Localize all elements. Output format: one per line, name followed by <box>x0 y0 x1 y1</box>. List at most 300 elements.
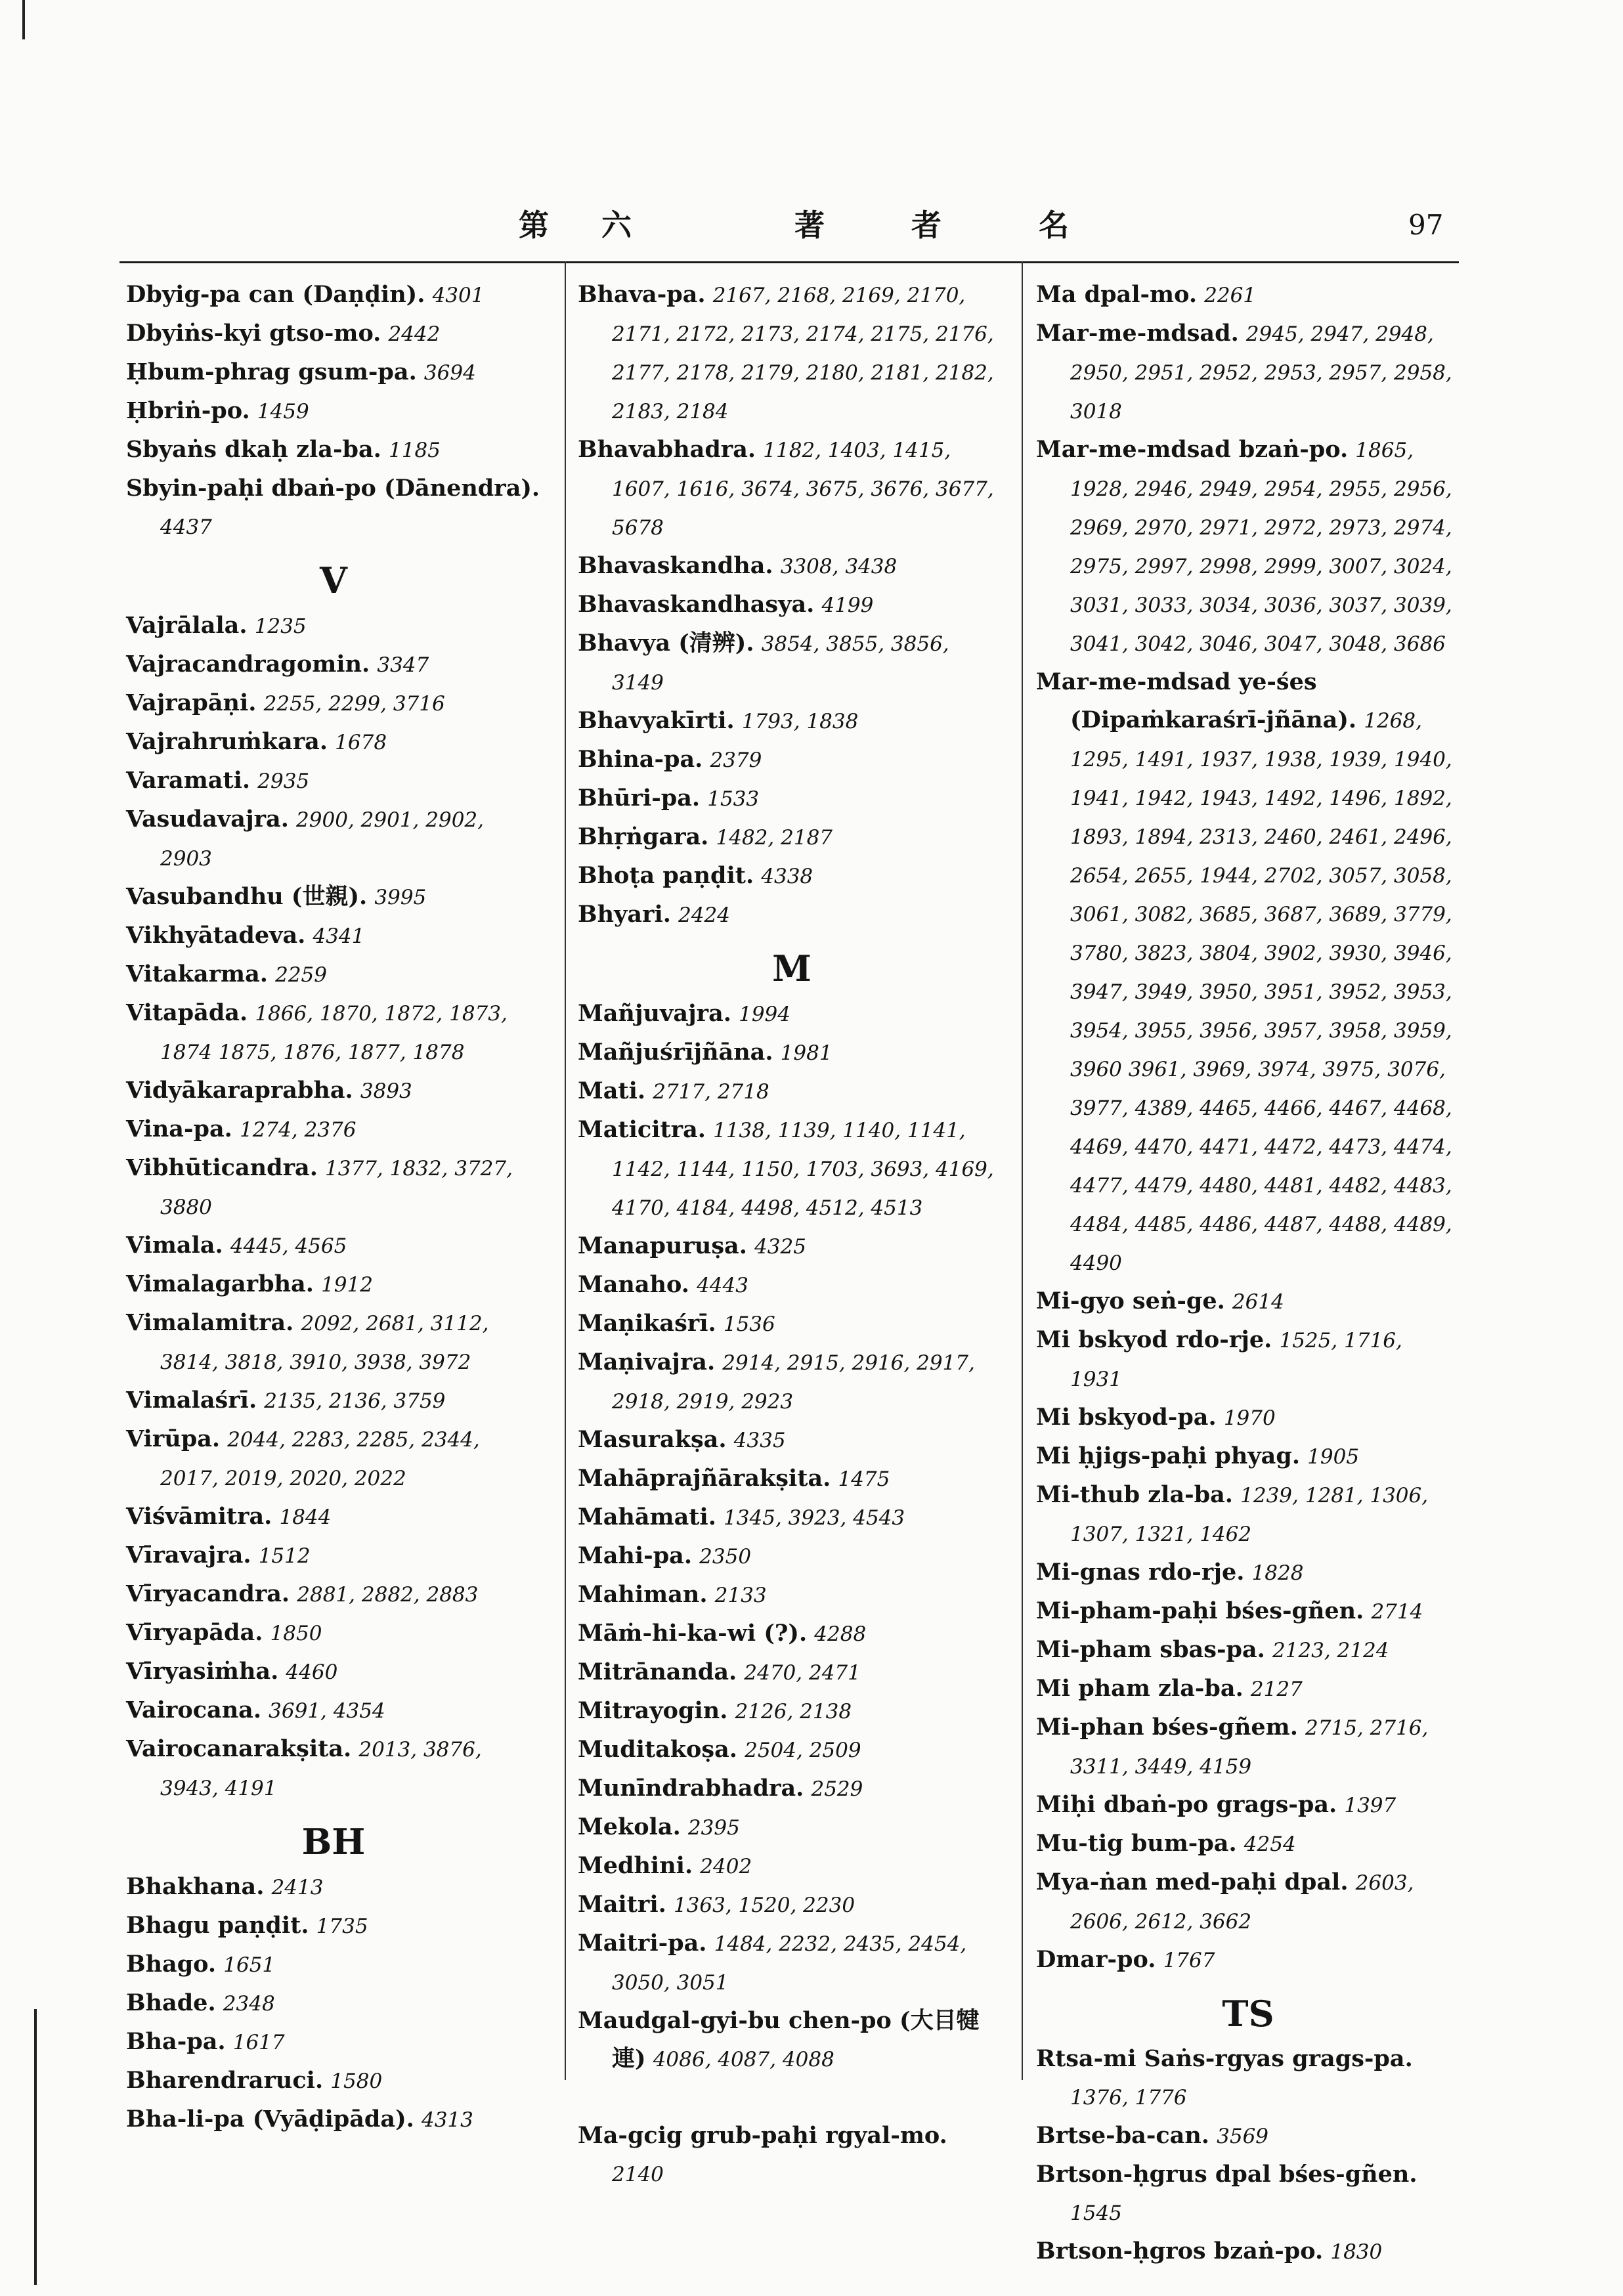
author-name: Mahiman. <box>578 1581 708 1608</box>
author-name: Miḥi dbaṅ-po grags-pa. <box>1036 1791 1337 1818</box>
work-numbers: 1545 <box>1070 2201 1122 2225</box>
index-entry <box>1036 1825 1460 1863</box>
header-char-2: 六 <box>601 207 632 243</box>
author-name: Bhava-pa. <box>578 281 706 308</box>
index-entry <box>578 276 1006 431</box>
index-entry <box>1036 2232 1460 2271</box>
index-entry <box>126 917 541 955</box>
work-numbers: 1830 <box>1330 2240 1383 2264</box>
work-numbers: 2167, 2168, 2169, 2170, 2171, 2172, 2173, 2174, 2175, 2176, 2177, 2178, 2179, 2180, 2181, 2182, 2183, 2184 <box>612 284 994 423</box>
author-name: Mi-pham sbas-pa. <box>1036 1636 1265 1663</box>
index-entry <box>578 1847 1006 1886</box>
author-name: Mati. <box>578 1077 646 1104</box>
work-numbers: 4199 <box>821 594 874 617</box>
author-name: Vitakarma. <box>126 961 268 987</box>
work-numbers: 3694 <box>423 361 476 385</box>
work-numbers: 4288 <box>814 1622 867 1646</box>
work-numbers: 4086, 4087, 4088 <box>653 2048 834 2071</box>
index-entry <box>578 857 1006 896</box>
index-entry <box>578 1576 1006 1614</box>
author-name: Bhyari. <box>578 901 671 928</box>
index-entry <box>126 2100 541 2139</box>
index-entry <box>126 1265 541 1304</box>
author-name: Bhūri-pa. <box>578 785 701 812</box>
column-gap <box>578 2079 1006 2117</box>
author-name: Vikhyātadeva. <box>126 922 306 949</box>
work-numbers: 1482, 2187 <box>716 826 833 850</box>
index-entry <box>1036 1592 1460 1631</box>
author-name: Ma dpal-mo. <box>1036 281 1197 308</box>
author-name: Brtse-ba-can. <box>1036 2122 1209 2149</box>
index-entry <box>126 314 541 353</box>
work-numbers: 1994 <box>739 1003 791 1026</box>
author-name: Mahāmati. <box>578 1504 716 1530</box>
index-entry <box>126 1536 541 1575</box>
index-entry <box>578 586 1006 624</box>
author-name: Sbyin-paḥi dbaṅ-po (Dānendra). <box>126 475 540 502</box>
work-numbers: 3995 <box>374 886 427 909</box>
author-name: Maudgal-gyi-bu chen-po (大目犍連) <box>578 2007 980 2072</box>
index-entry <box>126 431 541 469</box>
index-entry <box>578 818 1006 857</box>
index-column-1 <box>126 276 541 2139</box>
work-numbers: 2123, 2124 <box>1272 1639 1389 1662</box>
index-entry <box>126 1226 541 1265</box>
author-name: Vīravajra. <box>126 1542 251 1569</box>
section-heading: BH <box>301 1821 366 1863</box>
index-entry <box>126 1984 541 2023</box>
index-entry <box>578 995 1006 1033</box>
work-numbers: 1866, 1870, 1872, 1873, 1874 1875, 1876, 1877, 1878 <box>160 1002 508 1064</box>
work-numbers: 4338 <box>761 865 813 888</box>
author-name: Vimala. <box>126 1232 223 1259</box>
author-name: Dmar-po. <box>1036 1946 1156 1973</box>
section-heading: TS <box>1222 1993 1274 2035</box>
work-numbers: 1397 <box>1344 1794 1396 1817</box>
index-entry <box>578 1343 1006 1421</box>
index-entry <box>126 1072 541 1110</box>
author-name: Mañjuvajra. <box>578 1000 731 1027</box>
work-numbers: 2935 <box>257 769 310 793</box>
author-name: Vairocana. <box>126 1697 262 1723</box>
work-numbers: 1905 <box>1307 1445 1360 1469</box>
author-name: Bhavya (清辨). <box>578 630 754 657</box>
author-name: Virūpa. <box>126 1425 221 1452</box>
work-numbers: 1525, 1716, 1931 <box>1070 1329 1402 1391</box>
author-name: Munīndrabhadra. <box>578 1775 804 1802</box>
author-name: Ḥbum-phrag gsum-pa. <box>126 358 417 385</box>
work-numbers: 1912 <box>321 1273 373 1297</box>
index-column-3 <box>1036 276 1460 2271</box>
work-numbers: 1678 <box>335 731 387 754</box>
column-divider-2 <box>1022 261 1023 2080</box>
index-entry <box>126 1575 541 1614</box>
index-entry <box>126 955 541 994</box>
index-entry <box>126 878 541 917</box>
index-entry <box>578 1498 1006 1537</box>
author-name: Vajrālala. <box>126 612 248 639</box>
work-numbers: 4313 <box>421 2108 473 2132</box>
author-name: Bhago. <box>126 1951 217 1978</box>
work-numbers: 1268, 1295, 1491, 1937, 1938, 1939, 1940, 1941, 1942, 1943, 1492, 1496, 1892, 1893, 1894, 2313, 2460, 2461, 2496, 2654, 2655, 1944, 2702, 3057, 3058, 3061, 3082, 3685, 3687, 3689, 3779, 3780, 3823, 3804, 3902, 3930, 3946, 3947, 3949, 3950, 3951, 3952, 3953, 3954, 3955, 3956, 3957, 3958, 3959, 3960 3961, 3969, 3974, 3975, 3076, 3977, 4389, 4465, 4466, 4467, 4468, 4469, 4470, 4471, 4472, 4473, 4474, 4477, 4479, 4480, 4481, 4482, 4483, 4484, 4485, 4486, 4487, 4488, 4489, 4490 <box>1070 709 1452 1275</box>
author-name: Sbyaṅs dkaḥ zla-ba. <box>126 436 381 463</box>
author-name: Mu-tig bum-pa. <box>1036 1830 1237 1857</box>
work-numbers: 1484, 2232, 2435, 2454, 3050, 3051 <box>612 1932 967 1995</box>
author-name: Maṇikaśrī. <box>578 1310 716 1337</box>
work-numbers: 2614 <box>1232 1290 1284 1314</box>
work-numbers: 1138, 1139, 1140, 1141, 1142, 1144, 1150, 1703, 3693, 4169, 4170, 4184, 4498, 4512, 4513 <box>612 1119 994 1220</box>
column-divider-1 <box>565 261 566 2080</box>
index-entry <box>578 1460 1006 1498</box>
work-numbers: 4301 <box>432 284 485 307</box>
work-numbers: 4335 <box>733 1429 786 1452</box>
index-entry <box>1036 1786 1460 1825</box>
author-name: Vajrapāṇi. <box>126 689 257 716</box>
author-name: Mi-pham-paḥi bśes-gñen. <box>1036 1597 1364 1624</box>
work-numbers: 2504, 2509 <box>745 1739 861 1762</box>
author-name: Mar-me-mdsad bzaṅ-po. <box>1036 436 1349 463</box>
work-numbers: 1363, 1520, 2230 <box>673 1894 855 1917</box>
author-name: Mitrayogin. <box>578 1697 728 1724</box>
scan-edge-mark-top <box>22 0 25 39</box>
index-entry <box>578 1421 1006 1460</box>
index-entry <box>126 684 541 723</box>
author-name: Maticitra. <box>578 1116 706 1143</box>
work-numbers: 1536 <box>723 1312 775 1336</box>
index-entry <box>578 547 1006 586</box>
index-entry <box>1036 1708 1460 1786</box>
author-name: Bhṛṅgara. <box>578 823 709 850</box>
author-name: Mi-gnas rdo-rje. <box>1036 1559 1245 1586</box>
index-entry <box>578 1537 1006 1576</box>
author-name: Mahi-pa. <box>578 1542 693 1569</box>
index-entry <box>126 353 541 392</box>
index-entry <box>1036 1398 1460 1437</box>
author-name: Bhavaskandha. <box>578 552 773 579</box>
index-entry <box>126 1868 541 1907</box>
work-numbers: 2715, 2716, 3311, 3449, 4159 <box>1070 1716 1429 1779</box>
author-name: Maitri-pa. <box>578 1930 707 1957</box>
work-numbers: 1767 <box>1163 1949 1215 1972</box>
author-name: Bha-pa. <box>126 2028 226 2055</box>
work-numbers: 1970 <box>1223 1406 1276 1430</box>
index-entry <box>578 1072 1006 1111</box>
author-name: Manaho. <box>578 1271 689 1298</box>
author-name: Vimalaśrī. <box>126 1387 257 1414</box>
index-entry <box>578 1614 1006 1653</box>
index-entry <box>578 1111 1006 1227</box>
index-entry <box>578 1305 1006 1343</box>
index-entry <box>126 994 541 1072</box>
author-name: Mi ḥjigs-paḥi phyag. <box>1036 1442 1301 1469</box>
author-name: Varamati. <box>126 767 251 794</box>
author-name: Dbyiṅs-kyi gtso-mo. <box>126 320 381 347</box>
work-numbers: 4325 <box>754 1235 806 1259</box>
index-entry <box>126 800 541 878</box>
author-name: Manapuruṣa. <box>578 1232 747 1259</box>
author-name: Maitri. <box>578 1891 666 1918</box>
work-numbers: 1617 <box>232 2031 285 2054</box>
work-numbers: 4437 <box>160 515 212 539</box>
author-name: Vibhūticandra. <box>126 1154 318 1181</box>
work-numbers: 2881, 2882, 2883 <box>297 1583 479 1607</box>
index-entry <box>126 469 541 546</box>
work-numbers: 2914, 2915, 2916, 2917, 2918, 2919, 2923 <box>612 1351 975 1414</box>
index-entry <box>578 1653 1006 1692</box>
author-name: Brtson-ḥgros bzaṅ-po. <box>1036 2238 1324 2264</box>
author-name: Vairocanarakṣita. <box>126 1735 352 1762</box>
author-name: Bhoṭa paṇḍit. <box>578 862 754 889</box>
index-entry <box>578 2002 1006 2079</box>
author-name: Vimalamitra. <box>126 1309 294 1336</box>
work-numbers: 1865, 1928, 2946, 2949, 2954, 2955, 2956, 2969, 2970, 2971, 2972, 2973, 2974, 2975, 2997, 2998, 2999, 3007, 3024, 3031, 3033, 3034, 3036, 3037, 3039, 3041, 3042, 3046, 3047, 3048, 3686 <box>1070 439 1452 656</box>
index-entry <box>126 1149 541 1226</box>
author-name: Medhini. <box>578 1852 693 1879</box>
author-name: Māṁ-hi-ka-wi (?). <box>578 1620 808 1647</box>
index-entry <box>126 1730 541 1808</box>
author-name: Muditakoṣa. <box>578 1736 737 1763</box>
index-entry <box>1036 1631 1460 1670</box>
author-name: Bhina-pa. <box>578 746 703 773</box>
index-entry <box>126 276 541 314</box>
index-entry <box>578 1033 1006 1072</box>
author-name: Vasudavajra. <box>126 806 289 833</box>
index-entry <box>1036 2155 1460 2232</box>
header-char-3: 著 <box>794 207 825 243</box>
work-numbers: 2133 <box>714 1584 767 1607</box>
author-name: Bha-li-pa (Vyāḍipāda). <box>126 2106 414 2133</box>
section-heading: M <box>772 947 812 989</box>
index-entry <box>126 1381 541 1420</box>
index-entry <box>1036 1476 1460 1553</box>
index-column-2 <box>578 276 1006 2194</box>
index-entry <box>578 779 1006 818</box>
author-name: Mahāprajñārakṣita. <box>578 1465 831 1492</box>
work-numbers: 2350 <box>699 1545 752 1569</box>
index-entry <box>126 2062 541 2100</box>
work-numbers: 1844 <box>279 1505 332 1529</box>
work-numbers: 2140 <box>612 2163 664 2186</box>
author-name: Mar-me-mdsad. <box>1036 320 1239 347</box>
author-name: Rtsa-mi Saṅs-rgyas grags-pa. <box>1036 2045 1413 2072</box>
author-name: Mi-phan bśes-gñem. <box>1036 1714 1298 1741</box>
index-entry <box>126 1614 541 1653</box>
author-name: Mi bskyod-pa. <box>1036 1404 1217 1431</box>
work-numbers: 1580 <box>330 2069 383 2093</box>
index-entry <box>578 2117 1006 2194</box>
work-numbers: 2717, 2718 <box>653 1080 769 1104</box>
author-name: Vitapāda. <box>126 999 248 1026</box>
index-entry <box>578 1731 1006 1769</box>
index-entry <box>1036 663 1460 1282</box>
author-name: Bhakhana. <box>126 1873 265 1900</box>
index-entry <box>1036 2040 1460 2117</box>
work-numbers: 1235 <box>254 615 307 638</box>
work-numbers: 4341 <box>313 924 365 948</box>
work-numbers: 3569 <box>1217 2125 1269 2148</box>
author-name: Mi-gyo seṅ-ge. <box>1036 1288 1225 1314</box>
index-entry <box>1036 1321 1460 1398</box>
author-name: Viśvāmitra. <box>126 1503 272 1530</box>
header-char-5: 名 <box>1039 207 1069 243</box>
work-numbers: 2092, 2681, 3112, 3814, 3818, 3910, 3938, 3972 <box>160 1312 489 1374</box>
author-name: Bhade. <box>126 1989 216 2016</box>
work-numbers: 3893 <box>360 1079 412 1103</box>
work-numbers: 2044, 2283, 2285, 2344, 2017, 2019, 2020, 2022 <box>160 1428 480 1490</box>
work-numbers: 1651 <box>223 1953 276 1977</box>
work-numbers: 1735 <box>316 1915 368 1938</box>
work-numbers: 1182, 1403, 1415, 1607, 1616, 3674, 3675, 3676, 3677, 5678 <box>612 439 994 540</box>
index-entry <box>578 1886 1006 1924</box>
index-entry <box>578 741 1006 779</box>
work-numbers: 1512 <box>258 1544 311 1568</box>
author-name: Vīryapāda. <box>126 1619 263 1646</box>
index-entry <box>1036 1553 1460 1592</box>
author-name: Mi pham zla-ba. <box>1036 1675 1244 1702</box>
author-name: Dbyig-pa can (Daṇḍin). <box>126 281 425 308</box>
author-name: Bhavaskandhasya. <box>578 591 815 618</box>
scan-edge-mark-bottom <box>34 2009 37 2285</box>
work-numbers: 1345, 3923, 4543 <box>724 1506 905 1530</box>
author-name: Bharendraruci. <box>126 2067 324 2094</box>
work-numbers: 3854, 3855, 3856, 3149 <box>612 632 949 695</box>
author-name: Bhagu paṇḍit. <box>126 1912 309 1939</box>
work-numbers: 4445, 4565 <box>230 1234 347 1258</box>
index-entry <box>126 1907 541 1945</box>
index-entry <box>126 392 541 431</box>
work-numbers: 1274, 2376 <box>239 1118 357 1142</box>
index-entry <box>578 1227 1006 1266</box>
author-name: Vīryasiṁha. <box>126 1658 279 1685</box>
index-entry <box>1036 314 1460 431</box>
index-entry <box>126 1304 541 1381</box>
header-char-1: 第 <box>519 207 549 243</box>
work-numbers: 2013, 3876, 3943, 4191 <box>160 1738 482 1800</box>
index-entry <box>1036 1437 1460 1476</box>
work-numbers: 2402 <box>700 1855 752 1878</box>
index-entry <box>126 2023 541 2062</box>
index-entry <box>126 1945 541 1984</box>
author-name: Mar-me-mdsad ye-śes (Dipaṁkaraśrī-jñāna). <box>1036 668 1357 733</box>
work-numbers: 2261 <box>1204 284 1257 307</box>
work-numbers: 2127 <box>1250 1678 1303 1701</box>
work-numbers: 1828 <box>1251 1561 1304 1585</box>
index-entry <box>578 1266 1006 1305</box>
index-entry <box>126 1691 541 1730</box>
author-name: Brtson-ḥgrus dpal bśes-gñen. <box>1036 2161 1417 2188</box>
author-name: Vasubandhu (世親). <box>126 883 368 910</box>
author-name: Bhavabhadra. <box>578 436 756 463</box>
author-name: Vidyākaraprabha. <box>126 1077 353 1104</box>
work-numbers: 2379 <box>710 748 762 772</box>
index-entry <box>578 1808 1006 1847</box>
work-numbers: 2126, 2138 <box>735 1700 852 1723</box>
author-name: Vajrahruṁkara. <box>126 728 328 755</box>
header-rule <box>119 261 1459 263</box>
work-numbers: 1239, 1281, 1306, 1307, 1321, 1462 <box>1070 1484 1429 1546</box>
work-numbers: 4443 <box>697 1274 748 1297</box>
work-numbers: 2259 <box>275 963 327 987</box>
work-numbers: 2714 <box>1371 1600 1423 1624</box>
work-numbers: 3691, 4354 <box>269 1699 385 1723</box>
author-name: Masurakṣa. <box>578 1426 727 1453</box>
work-numbers: 2348 <box>223 1992 275 2016</box>
author-name: Mañjuśrījñāna. <box>578 1039 773 1066</box>
index-entry <box>578 896 1006 934</box>
index-entry <box>1036 1670 1460 1708</box>
header-char-4: 者 <box>911 207 941 243</box>
work-numbers: 2135, 2136, 3759 <box>264 1389 446 1413</box>
work-numbers: 1475 <box>838 1467 890 1491</box>
index-entry <box>578 1924 1006 2002</box>
index-entry <box>126 645 541 684</box>
author-name: Mi-thub zla-ba. <box>1036 1481 1233 1508</box>
author-name: Maṇivajra. <box>578 1349 716 1375</box>
work-numbers: 2442 <box>388 322 441 346</box>
work-numbers: 1981 <box>780 1041 833 1065</box>
work-numbers: 1533 <box>707 787 760 811</box>
work-numbers: 3347 <box>377 653 429 677</box>
work-numbers: 1376, 1776 <box>1070 2086 1187 2110</box>
author-name: Ma-gcig grub-paḥi rgyal-mo. <box>578 2122 947 2149</box>
index-entry <box>1036 1863 1460 1941</box>
page-number: 97 <box>1408 209 1444 241</box>
work-numbers: 1793, 1838 <box>741 710 859 733</box>
work-numbers: 4254 <box>1244 1832 1296 1856</box>
index-entry <box>126 607 541 645</box>
index-entry <box>1036 2117 1460 2155</box>
work-numbers: 3308, 3438 <box>780 555 898 578</box>
index-entry <box>126 1110 541 1149</box>
work-numbers: 1377, 1832, 3727, 3880 <box>160 1157 513 1219</box>
index-entry <box>578 624 1006 702</box>
author-name: Ḥbriṅ-po. <box>126 397 250 424</box>
index-entry <box>578 702 1006 741</box>
work-numbers: 2945, 2947, 2948, 2950, 2951, 2952, 2953, 2957, 2958, 3018 <box>1070 322 1452 423</box>
author-name: Vīryacandra. <box>126 1580 290 1607</box>
index-entry <box>126 723 541 762</box>
work-numbers: 2255, 2299, 3716 <box>263 692 445 716</box>
work-numbers: 1459 <box>257 400 309 423</box>
author-name: Mya-ṅan med-paḥi dpal. <box>1036 1869 1349 1895</box>
work-numbers: 2395 <box>687 1816 740 1840</box>
index-entry <box>126 762 541 800</box>
index-entry <box>1036 431 1460 663</box>
work-numbers: 2424 <box>678 903 731 927</box>
author-name: Mitrānanda. <box>578 1658 737 1685</box>
work-numbers: 1185 <box>389 439 441 462</box>
index-entry <box>126 1420 541 1498</box>
section-heading: V <box>320 559 347 601</box>
work-numbers: 2470, 2471 <box>744 1661 861 1685</box>
author-name: Vimalagarbha. <box>126 1270 314 1297</box>
work-numbers: 4460 <box>286 1660 338 1684</box>
index-entry <box>126 1653 541 1691</box>
author-name: Vina-pa. <box>126 1116 232 1142</box>
work-numbers: 2900, 2901, 2902, 2903 <box>160 808 484 871</box>
index-entry <box>1036 276 1460 314</box>
work-numbers: 1850 <box>270 1622 322 1645</box>
author-name: Mekola. <box>578 1813 681 1840</box>
author-name: Vajracandragomin. <box>126 651 370 678</box>
author-name: Mi bskyod rdo-rje. <box>1036 1326 1272 1353</box>
index-entry <box>1036 1282 1460 1321</box>
work-numbers: 2413 <box>271 1876 324 1899</box>
index-entry <box>578 1769 1006 1808</box>
work-numbers: 2529 <box>811 1777 863 1801</box>
work-numbers: 2603, 2606, 2612, 3662 <box>1070 1871 1414 1934</box>
author-name: Bhavyakīrti. <box>578 707 735 734</box>
